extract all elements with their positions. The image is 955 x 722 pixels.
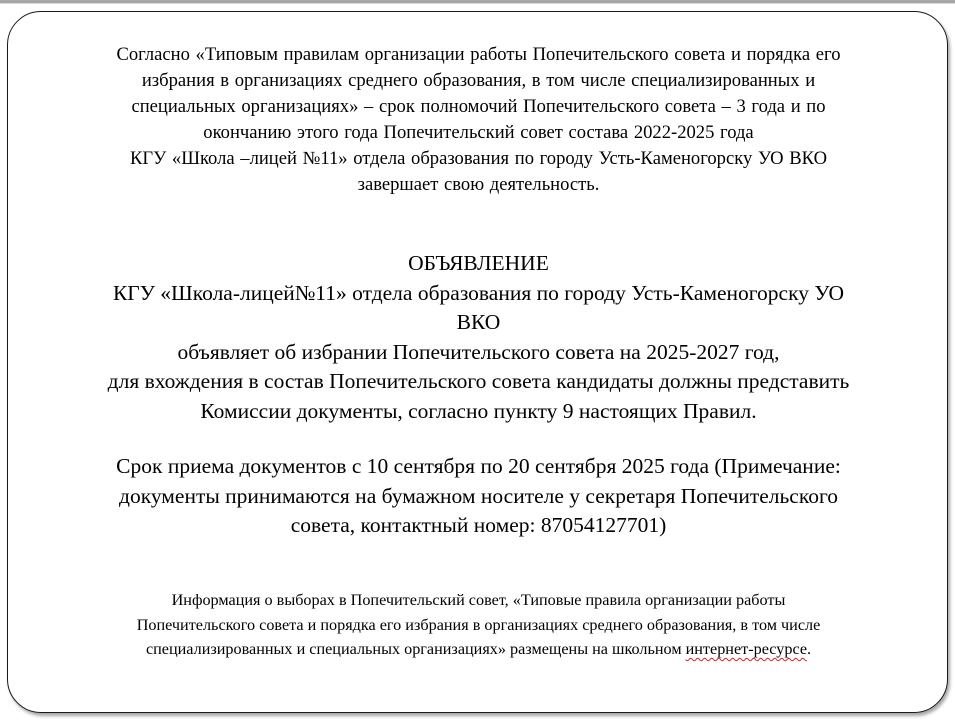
footer-text: специализированных и специальных организациях» размещены на школьном: [145, 640, 686, 658]
footer-line: Попечительского совета и порядка его избрания в организациях среднего образования, в том числе: [136, 615, 821, 634]
announcement-line: КГУ «Школа-лицей№11» отдела образования по городу Усть-Каменогорску УО: [112, 280, 845, 305]
intro-line: завершает свою деятельность.: [357, 174, 600, 195]
footer-period: .: [807, 640, 812, 658]
announcement-line: Комиссии документы, согласно пункту 9 настоящих Правил.: [200, 398, 757, 423]
announcement-title: ОБЪЯВЛЕНИЕ: [408, 251, 549, 275]
intro-line: Согласно «Типовым правилам организации работы Попечительского совета и порядка его: [116, 44, 841, 65]
deadline-line: документы принимаются на бумажном носителе у секретаря Попечительского: [119, 483, 838, 508]
announcement-section: [8, 249, 949, 426]
notice-card: [7, 11, 948, 713]
deadline-paragraph: [8, 452, 949, 541]
announcement-line: объявляет об избрании Попечительского совета на 2025-2027 год,: [177, 339, 780, 364]
announcement-line: для вхождения в состав Попечительского совета кандидаты должны представить: [107, 369, 850, 393]
footer-info: [8, 588, 949, 662]
footer-line: Информация о выборах в Попечительский совет, «Типовые правила организации работы: [171, 591, 786, 609]
intro-line: специальных организациях» – срок полномочий Попечительского совета – 3 года и по: [131, 96, 826, 117]
intro-line: КГУ «Школа –лицей №11» отдела образования по городу Усть-Каменогорску УО ВКО: [129, 148, 828, 169]
deadline-line: совета, контактный номер: 87054127701): [290, 513, 667, 537]
top-divider-shadow: [0, 3, 955, 4]
intro-line: избрания в организациях среднего образования, в том числе специализированных и: [141, 70, 816, 91]
announcement-line: ВКО: [456, 310, 501, 334]
footer-line: [8, 637, 949, 662]
intro-paragraph: [8, 42, 949, 198]
deadline-line: Срок приема документов с 10 сентября по 20 сентября 2025 года (Примечание:: [116, 454, 841, 478]
intro-line: окончанию этого года Попечительский совет состава 2022-2025 года: [203, 122, 754, 143]
internet-resource-link[interactable]: интернет-ресурсе: [685, 640, 808, 658]
